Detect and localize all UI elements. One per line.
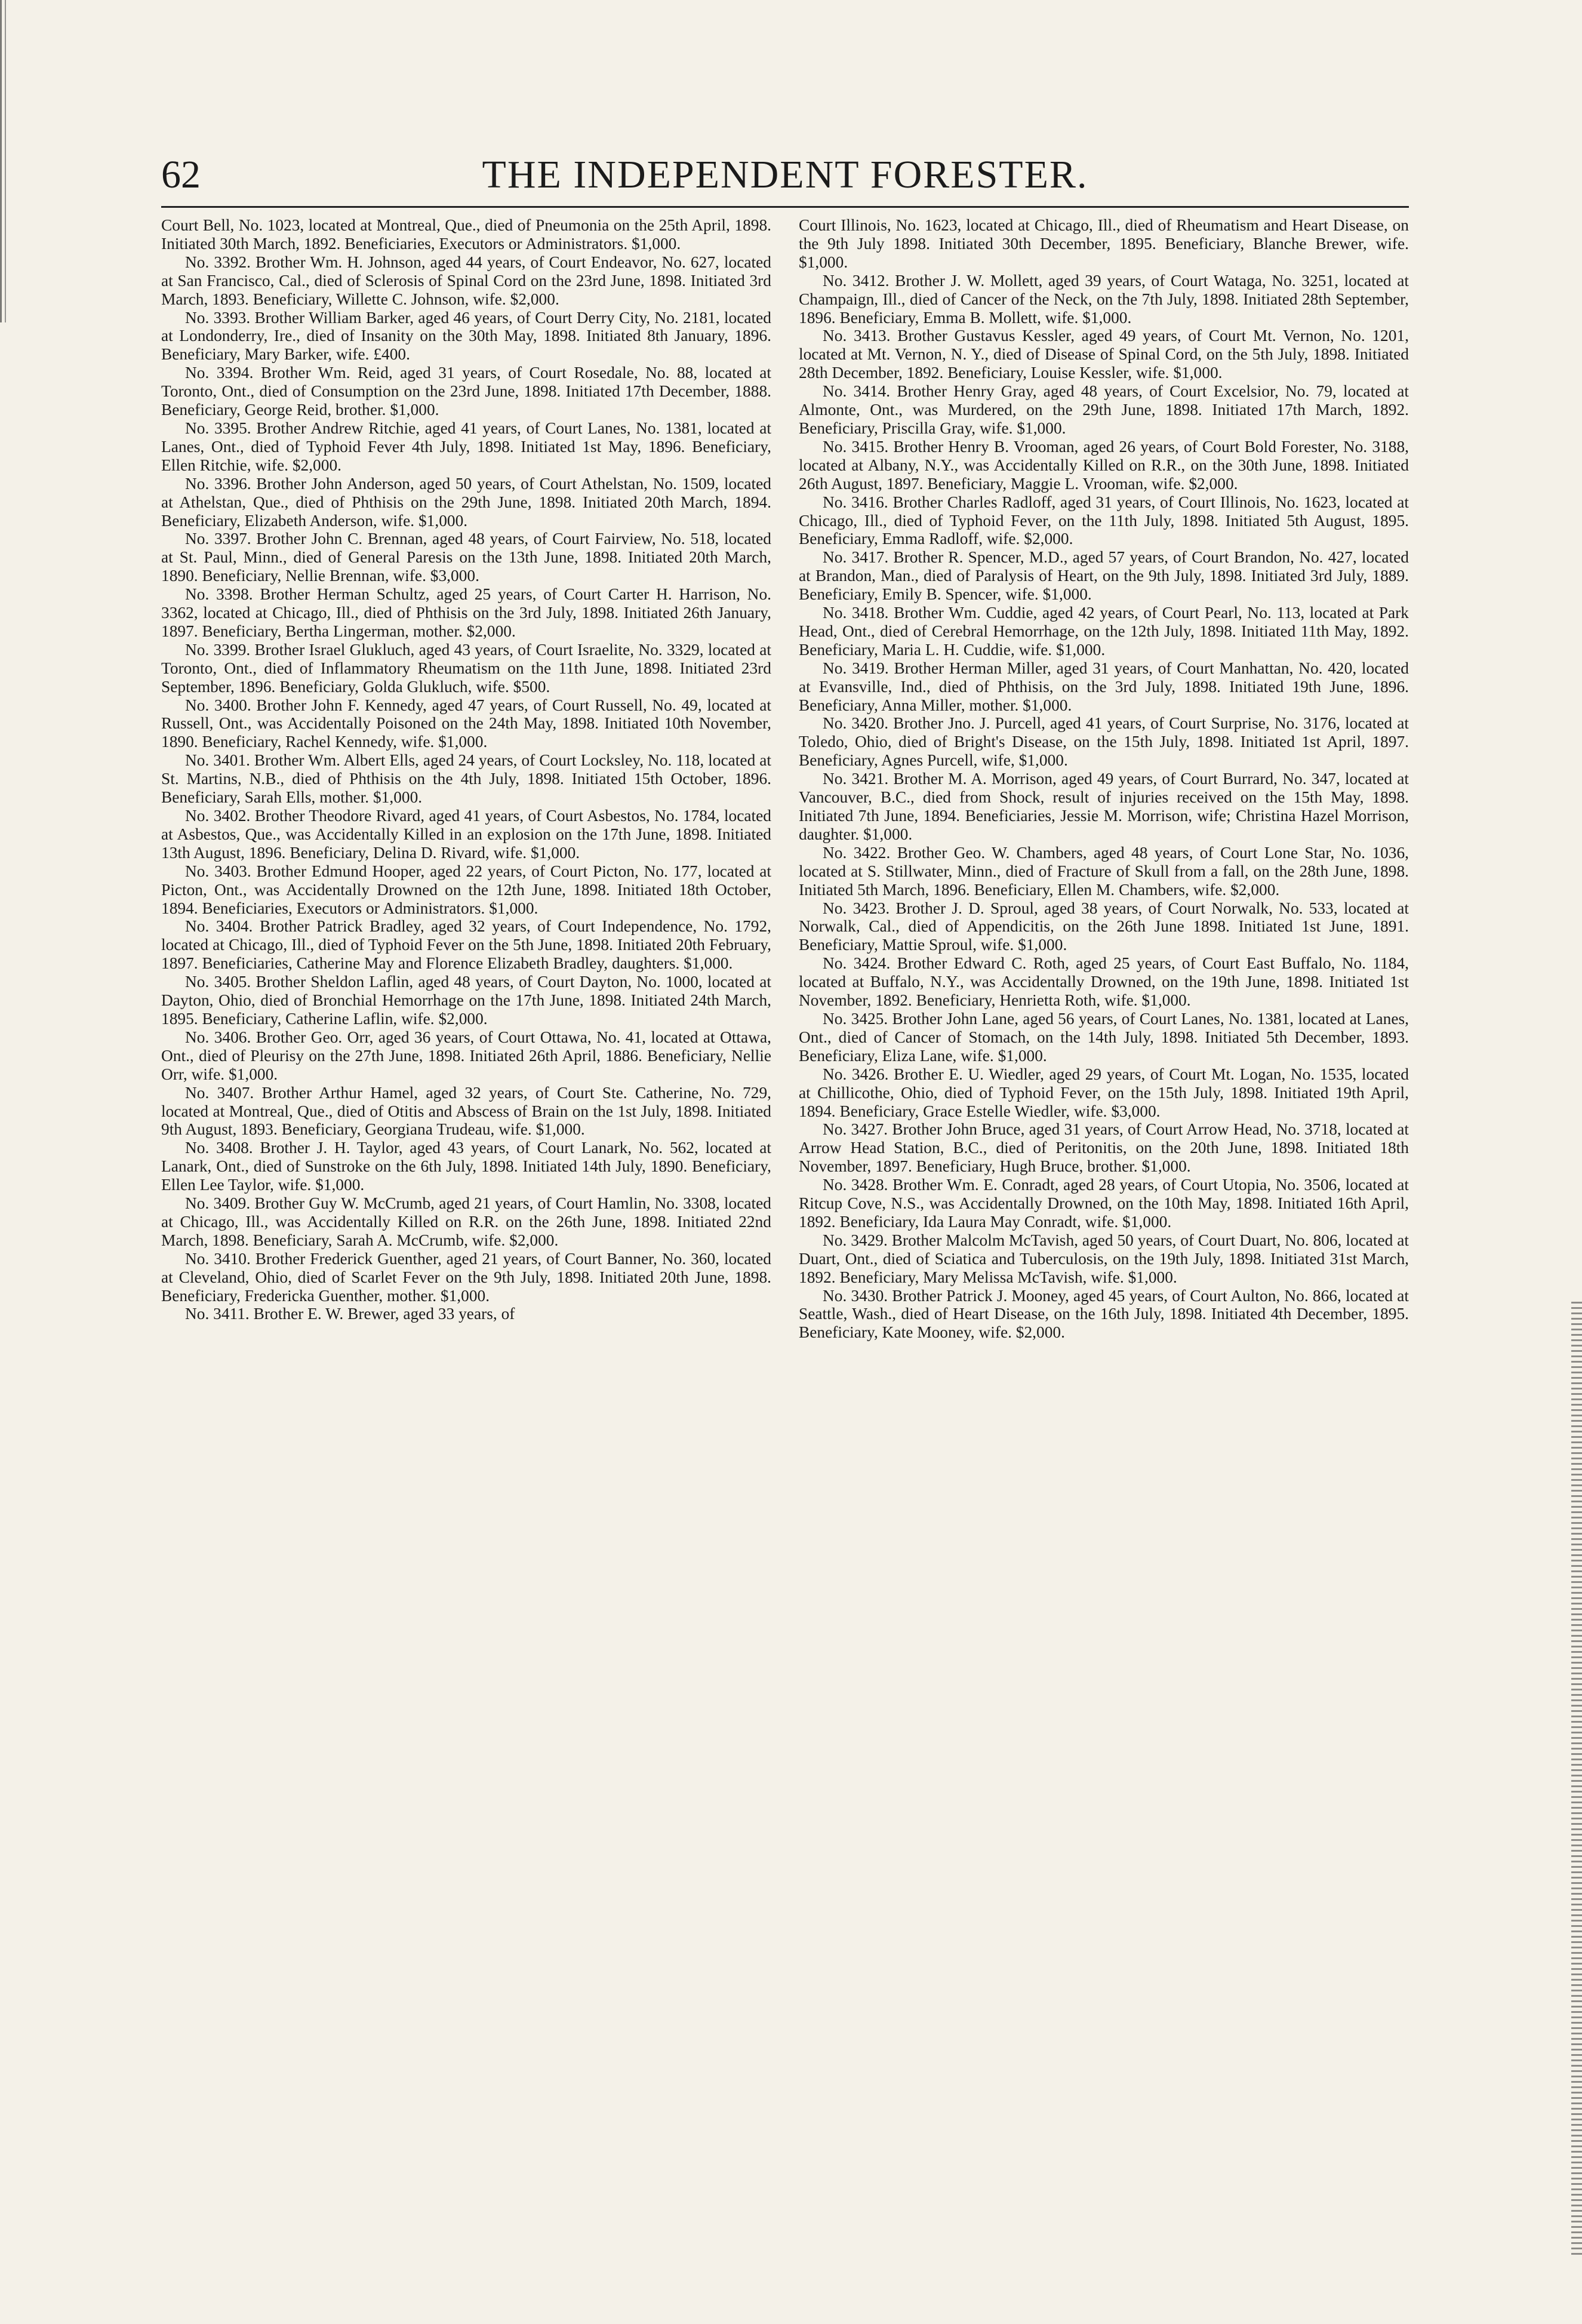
obituary-entry: No. 3415. Brother Henry B. Vrooman, aged 26 years, of Court Bold Forester, No. 3188, located at Albany, N.Y., was Accidentally Killed on R.R., on the 30th June, 1898. Initiated 26th August, 1897. Beneficiary, Maggie L. Vrooman, wife. $2,000. xyxy=(799,437,1409,493)
obituary-entry: No. 3419. Brother Herman Miller, aged 31 years, of Court Manhattan, No. 420, located at Evansville, Ind., died of Phthisis, on the 3rd July, 1898. Initiated 19th June, 1896. Beneficiary, Anna Miller, mother. $1,000. xyxy=(799,659,1409,714)
obituary-entry: No. 3427. Brother John Bruce, aged 31 years, of Court Arrow Head, No. 3718, located at Arrow Head Station, B.C., died of Peritonitis, on the 20th June, 1898. Initiated 18th November, 1897. Beneficiary, Hugh Bruce, brother. $1,000. xyxy=(799,1120,1409,1176)
obituary-entry: No. 3403. Brother Edmund Hooper, aged 22 years, of Court Picton, No. 177, located at Picton, Ont., was Accidentally Drowned on the 12th June, 1898. Initiated 18th October, 1894. Beneficiaries, Executors or Administrators. $1,000. xyxy=(161,862,771,917)
binding-edge-right xyxy=(1571,1302,1582,2257)
obituary-entry: Court Bell, No. 1023, located at Montreal, Que., died of Pneumonia on the 25th April, 1898. Initiated 30th March, 1892. Beneficiaries, Executors or Administrators. $1,000. xyxy=(161,216,771,253)
obituary-entry: No. 3425. Brother John Lane, aged 56 years, of Court Lanes, No. 1381, located at Lanes, Ont., died of Cancer of Stomach, on the 14th July, 1898. Initiated 5th December, 1893. Beneficiary, Eliza Lane, wife. $1,000. xyxy=(799,1009,1409,1065)
obituary-entry: No. 3416. Brother Charles Radloff, aged 31 years, of Court Illinois, No. 1623, located at Chicago, Ill., died of Typhoid Fever, on the 11th July, 1898. Initiated 5th August, 1895. Beneficiary, Emma Radloff, wife. $2,000. xyxy=(799,493,1409,548)
obituary-entry: No. 3421. Brother M. A. Morrison, aged 49 years, of Court Burrard, No. 347, located at Vancouver, B.C., died from Shock, result of injuries received on the 15th May, 1898. Initiated 7th June, 1894. Beneficiaries, Jessie M. Morrison, wife; Christina Hazel Morrison, daughter. $1,000. xyxy=(799,770,1409,843)
obituary-entry: No. 3423. Brother J. D. Sproul, aged 38 years, of Court Norwalk, No. 533, located at Norwalk, Cal., died of Appendicitis, on the 26th June 1898. Initiated 1st June, 1891. Beneficiary, Mattie Sproul, wife. $1,000. xyxy=(799,899,1409,954)
obituary-entry: No. 3422. Brother Geo. W. Chambers, aged 48 years, of Court Lone Star, No. 1036, located at S. Stillwater, Minn., died of Fracture of Skull from a fall, on the 28th June, 1898. Initiated 5th March, 1896. Beneficiary, Ellen M. Chambers, wife. $2,000. xyxy=(799,843,1409,899)
obituary-entry: No. 3426. Brother E. U. Wiedler, aged 29 years, of Court Mt. Logan, No. 1535, located at Chillicothe, Ohio, died of Typhoid Fever, on the 15th July, 1898. Initiated 19th April, 1894. Beneficiary, Grace Estelle Wiedler, wife. $3,000. xyxy=(799,1065,1409,1120)
page-number: 62 xyxy=(161,153,201,196)
obituary-entry: No. 3408. Brother J. H. Taylor, aged 43 years, of Court Lanark, No. 562, located at Lanark, Ont., died of Sunstroke on the 6th July, 1898. Initiated 14th July, 1890. Beneficiary, Ellen Lee Taylor, wife. $1,000. xyxy=(161,1139,771,1194)
obituary-entry: No. 3428. Brother Wm. E. Conradt, aged 28 years, of Court Utopia, No. 3506, located at Ritcup Cove, N.S., was Accidentally Drowned, on the 10th May, 1898. Initiated 16th April, 1892. Beneficiary, Ida Laura May Conradt, wife. $1,000. xyxy=(799,1176,1409,1231)
obituary-entry: No. 3402. Brother Theodore Rivard, aged 41 years, of Court Asbestos, No. 1784, located at Asbestos, Que., was Accidentally Killed in an explosion on the 17th June, 1898. Initiated 13th August, 1896. Beneficiary, Delina D. Rivard, wife. $1,000. xyxy=(161,807,771,862)
running-head-title: THE INDEPENDENT FORESTER. xyxy=(482,153,1088,196)
obituary-entry: No. 3400. Brother John F. Kennedy, aged 47 years, of Court Russell, No. 49, located at Russell, Ont., was Accidentally Poisoned on the 24th May, 1898. Initiated 10th November, 1890. Beneficiary, Rachel Kennedy, wife. $1,000. xyxy=(161,696,771,751)
obituary-entry: No. 3409. Brother Guy W. McCrumb, aged 21 years, of Court Hamlin, No. 3308, located at Chicago, Ill., was Accidentally Killed on R.R. on the 26th June, 1898. Initiated 22nd March, 1898. Beneficiary, Sarah A. McCrumb, wife. $2,000. xyxy=(161,1194,771,1249)
body-columns xyxy=(161,216,1409,2151)
obituary-entry: No. 3405. Brother Sheldon Laflin, aged 48 years, of Court Dayton, No. 1000, located at Dayton, Ohio, died of Bronchial Hemorrhage on the 17th June, 1898. Initiated 24th March, 1895. Beneficiary, Catherine Laflin, wife. $2,000. xyxy=(161,973,771,1028)
obituary-entry: No. 3394. Brother Wm. Reid, aged 31 years, of Court Rosedale, No. 88, located at Toronto, Ont., died of Consumption on the 23rd June, 1898. Initiated 17th December, 1888. Beneficiary, George Reid, brother. $1,000. xyxy=(161,364,771,419)
obituary-entry: No. 3396. Brother John Anderson, aged 50 years, of Court Athelstan, No. 1509, located at Athelstan, Que., died of Phthisis on the 29th June, 1898. Initiated 20th March, 1894. Beneficiary, Elizabeth Anderson, wife. $1,000. xyxy=(161,474,771,530)
obituary-entry: No. 3430. Brother Patrick J. Mooney, aged 45 years, of Court Aulton, No. 866, located at Seattle, Wash., died of Heart Disease, on the 16th July, 1898. Initiated 4th December, 1895. Beneficiary, Kate Mooney, wife. $2,000. xyxy=(799,1286,1409,1342)
obituary-entry: No. 3407. Brother Arthur Hamel, aged 32 years, of Court Ste. Catherine, No. 729, located at Montreal, Que., died of Otitis and Abscess of Brain on the 1st July, 1898. Initiated 9th August, 1893. Beneficiary, Georgiana Trudeau, wife. $1,000. xyxy=(161,1083,771,1139)
obituary-entry: No. 3418. Brother Wm. Cuddie, aged 42 years, of Court Pearl, No. 113, located at Park Head, Ont., died of Cerebral Hemorrhage, on the 12th July, 1898. Initiated 11th May, 1892. Beneficiary, Maria L. H. Cuddie, wife. $1,000. xyxy=(799,604,1409,659)
obituary-entry: No. 3393. Brother William Barker, aged 46 years, of Court Derry City, No. 2181, located at Londonderry, Ire., died of Insanity on the 30th May, 1898. Initiated 8th January, 1896. Beneficiary, Mary Barker, wife. £400. xyxy=(161,308,771,364)
right-column xyxy=(799,216,1409,2151)
obituary-entry: No. 3404. Brother Patrick Bradley, aged 32 years, of Court Independence, No. 1792, located at Chicago, Ill., died of Typhoid Fever on the 5th June, 1898. Initiated 20th February, 1897. Beneficiaries, Catherine May and Florence Elizabeth Bradley, daughters. $1,000. xyxy=(161,917,771,973)
left-column xyxy=(161,216,771,2151)
obituary-entry: No. 3395. Brother Andrew Ritchie, aged 41 years, of Court Lanes, No. 1381, located at Lanes, Ont., died of Typhoid Fever 4th July, 1898. Initiated 1st May, 1896. Beneficiary, Ellen Ritchie, wife. $2,000. xyxy=(161,419,771,474)
obituary-entry: No. 3420. Brother Jno. J. Purcell, aged 41 years, of Court Surprise, No. 3176, located at Toledo, Ohio, died of Bright's Disease, on the 15th July, 1898. Initiated 1st April, 1897. Beneficiary, Agnes Purcell, wife, $1,000. xyxy=(799,714,1409,770)
obituary-entry: No. 3411. Brother E. W. Brewer, aged 33 years, of xyxy=(185,1305,515,1323)
obituary-entry: No. 3410. Brother Frederick Guenther, aged 21 years, of Court Banner, No. 360, located at Cleveland, Ohio, died of Scarlet Fever on the 9th July, 1898. Initiated 20th June, 1898. Beneficiary, Fredericka Guenther, mother. $1,000. xyxy=(161,1249,771,1305)
obituary-entry: No. 3399. Brother Israel Glukluch, aged 43 years, of Court Israelite, No. 3329, located at Toronto, Ont., died of Inflammatory Rheumatism on the 11th June, 1898. Initiated 23rd September, 1896. Beneficiary, Golda Glukluch, wife. $500. xyxy=(161,640,771,696)
obituary-entry: Court Illinois, No. 1623, located at Chicago, Ill., died of Rheumatism and Heart Disease, on the 9th July 1898. Initiated 30th December, 1895. Beneficiary, Blanche Brewer, wife. $1,000. xyxy=(799,216,1409,271)
obituary-entry: No. 3413. Brother Gustavus Kessler, aged 49 years, of Court Mt. Vernon, No. 1201, located at Mt. Vernon, N. Y., died of Disease of Spinal Cord, on the 5th July, 1898. Initiated 28th December, 1892. Beneficiary, Louise Kessler, wife. $1,000. xyxy=(799,327,1409,382)
obituary-entry: No. 3424. Brother Edward C. Roth, aged 25 years, of Court East Buffalo, No. 1184, located at Buffalo, N.Y., was Accidentally Drowned, on the 19th June, 1898. Initiated 1st November, 1892. Beneficiary, Henrietta Roth, wife. $1,000. xyxy=(799,954,1409,1010)
obituary-entry: No. 3414. Brother Henry Gray, aged 48 years, of Court Excelsior, No. 79, located at Almonte, Ont., was Murdered, on the 29th June, 1898. Initiated 17th March, 1892. Beneficiary, Priscilla Gray, wife. $1,000. xyxy=(799,382,1409,437)
obituary-entry: No. 3401. Brother Wm. Albert Ells, aged 24 years, of Court Locksley, No. 118, located at St. Martins, N.B., died of Phthisis on the 4th July, 1898. Initiated 15th October, 1896. Beneficiary, Sarah Ells, mother. $1,000. xyxy=(161,751,771,807)
page-header xyxy=(161,142,1409,208)
obituary-entry: No. 3412. Brother J. W. Mollett, aged 39 years, of Court Wataga, No. 3251, located at Champaign, Ill., died of Cancer of the Neck, on the 7th July, 1898. Initiated 28th September, 1896. Beneficiary, Emma B. Mollett, wife. $1,000. xyxy=(799,271,1409,327)
header-rule xyxy=(161,206,1409,208)
obituary-entry: No. 3429. Brother Malcolm McTavish, aged 50 years, of Court Duart, No. 806, located at Duart, Ont., died of Sciatica and Tuberculosis, on the 19th July, 1898. Initiated 31st March, 1892. Beneficiary, Mary Melissa McTavish, wife. $1,000. xyxy=(799,1231,1409,1286)
binding-edge-left xyxy=(0,0,8,322)
obituary-entry: No. 3417. Brother R. Spencer, M.D., aged 57 years, of Court Brandon, No. 427, located at Brandon, Man., died of Paralysis of Heart, on the 9th July, 1898. Initiated 3rd July, 1889. Beneficiary, Emily B. Spencer, wife. $1,000. xyxy=(799,548,1409,604)
obituary-entry: No. 3398. Brother Herman Schultz, aged 25 years, of Court Carter H. Harrison, No. 3362, located at Chicago, Ill., died of Phthisis on the 3rd July, 1898. Initiated 26th January, 1897. Beneficiary, Bertha Lingerman, mother. $2,000. xyxy=(161,585,771,640)
obituary-entry: No. 3392. Brother Wm. H. Johnson, aged 44 years, of Court Endeavor, No. 627, located at San Francisco, Cal., died of Sclerosis of Spinal Cord on the 23rd June, 1898. Initiated 3rd March, 1893. Beneficiary, Willette C. Johnson, wife. $2,000. xyxy=(161,253,771,308)
obituary-entry: No. 3406. Brother Geo. Orr, aged 36 years, of Court Ottawa, No. 41, located at Ottawa, Ont., died of Pleurisy on the 27th June, 1898. Initiated 26th April, 1886. Beneficiary, Nellie Orr, wife. $1,000. xyxy=(161,1028,771,1083)
obituary-entry: No. 3397. Brother John C. Brennan, aged 48 years, of Court Fairview, No. 518, located at St. Paul, Minn., died of General Paresis on the 13th June, 1898. Initiated 20th March, 1890. Beneficiary, Nellie Brennan, wife. $3,000. xyxy=(161,530,771,585)
